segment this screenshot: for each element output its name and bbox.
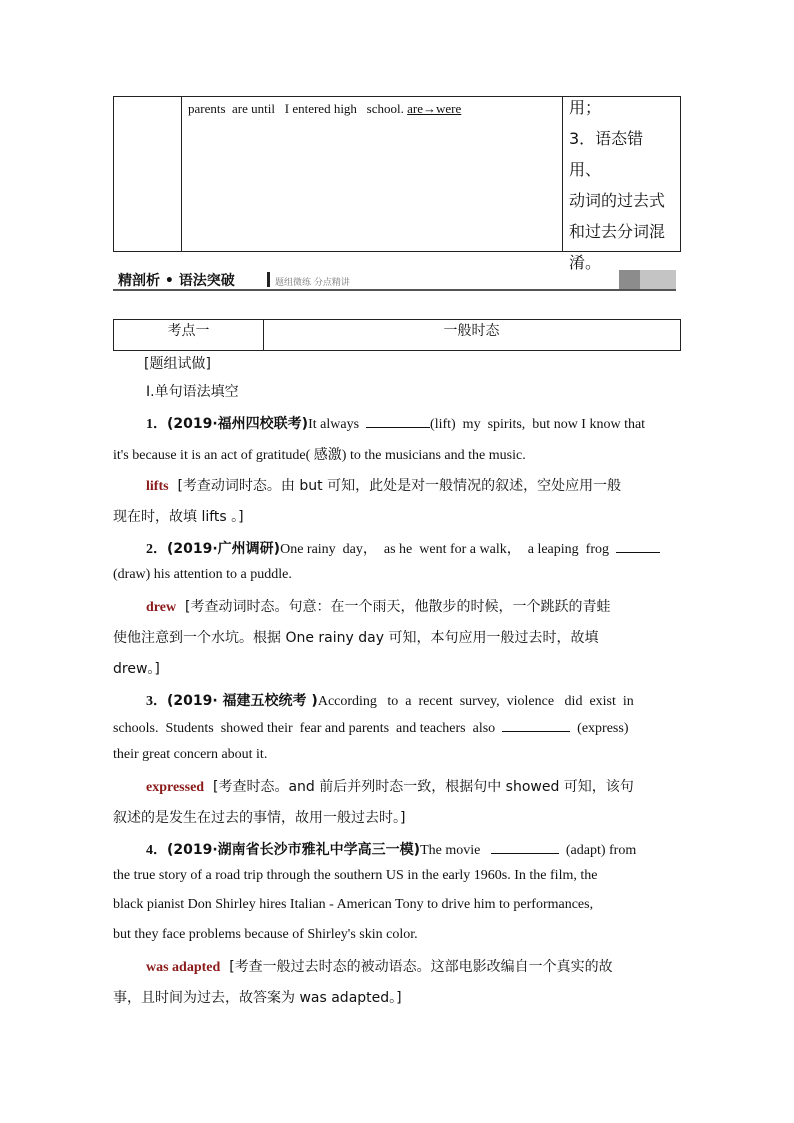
- table-cell-empty: [114, 97, 182, 251]
- answer-keyword: drew: [146, 600, 177, 615]
- question-4: [113, 839, 681, 859]
- question-text: The movie: [420, 843, 491, 858]
- question-text: (adapt) from: [558, 843, 637, 858]
- question-number: 2．: [146, 542, 167, 557]
- answer-blank: [366, 415, 430, 428]
- section-header: [113, 268, 676, 292]
- question-text: According to a recent survey, violence did exist in: [317, 694, 634, 709]
- question-source: (2019· 福建五校统考 ): [167, 693, 318, 709]
- table-cell-example: [181, 97, 563, 251]
- question-text: schools. Students showed their fear and parents and teachers also: [113, 721, 503, 736]
- question-text-line: the true story of a road trip through the southern US in the early 1960s. In the film, the: [113, 868, 598, 883]
- answer-explanation-line: drew。]: [113, 661, 160, 677]
- table-cell-notes: [563, 92, 680, 272]
- answer-1: [113, 475, 681, 495]
- question-text-line: [113, 719, 681, 737]
- section-divider: [267, 272, 270, 287]
- question-text-line: it's because it is an act of gratitude( 感激) to the musicians and the music.: [113, 448, 526, 463]
- note-line: 淆。: [569, 253, 602, 272]
- question-number: 1．: [146, 417, 167, 432]
- note-line: 和过去分词混: [569, 222, 666, 241]
- question-text-line: black pianist Don Shirley hires Italian - American Tony to drive him to performances,: [113, 897, 594, 912]
- question-text: It always: [308, 417, 367, 432]
- answer-explanation-line: 叙述的是发生在过去的事情，故用一般过去时。]: [113, 810, 406, 826]
- answer-3: [113, 776, 681, 796]
- answer-keyword: expressed: [146, 780, 205, 795]
- answer-blank: [616, 540, 660, 553]
- section-title: 精剖析 • 语法突破: [118, 273, 235, 289]
- question-text-line: but they face problems because of Shirley's skin color.: [113, 927, 418, 942]
- question-text: One rainy day， as he went for a walk， a leaping frog: [280, 542, 616, 557]
- note-line: 3．语态错用、: [569, 129, 644, 179]
- answer-explanation: [考查动词时态。句意：在一个雨天，他散步的时候，一个跳跃的青蛙: [176, 599, 611, 615]
- answer-explanation: [考查动词时态。由 but 可知，此处是对一般情况的叙述，空处应用一般: [168, 478, 622, 494]
- question-source: (2019·湖南省长沙市雅礼中学高三一模): [167, 842, 421, 858]
- answer-keyword: was adapted: [146, 960, 221, 975]
- header-rule: [113, 289, 676, 291]
- topic-name: 一般时态: [443, 323, 500, 339]
- answer-keyword: lifts: [146, 479, 169, 494]
- question-1: [113, 413, 681, 433]
- answer-explanation-line: 使他注意到一个水坑。根据 One rainy day 可知，本句应用一般过去时，故填: [113, 630, 599, 646]
- example-correction: are→were: [407, 101, 462, 116]
- answer-explanation-line: 现在时，故填 lifts 。]: [113, 509, 244, 525]
- header-block-light: [640, 270, 676, 289]
- example-sentence: parents are until I entered high school.: [188, 101, 408, 116]
- question-source: (2019·广州调研): [167, 541, 281, 557]
- question-text-line: (draw) his attention to a puddle.: [113, 567, 292, 582]
- answer-explanation: [考查一般过去时态的被动语态。这部电影改编自一个真实的故: [220, 959, 613, 975]
- answer-2: [113, 596, 681, 616]
- section-subtitle: 题组微练 分点精讲: [275, 278, 350, 288]
- topic-table: [113, 319, 681, 351]
- note-line: 用；: [569, 98, 602, 117]
- question-source: (2019·福州四校联考): [167, 416, 309, 432]
- header-block-dark: [619, 270, 640, 289]
- question-number: 3．: [146, 694, 167, 709]
- group-try-label: [题组试做]: [144, 356, 211, 372]
- question-3: [113, 690, 681, 710]
- topic-label: 考点一: [114, 320, 264, 350]
- question-2: [113, 538, 681, 558]
- answer-4: [113, 956, 681, 976]
- answer-explanation: [考查时态。and 前后并列时态一致，根据句中 showed 可知，该句: [204, 779, 634, 795]
- answer-blank: [491, 841, 559, 854]
- answer-blank: [502, 719, 570, 732]
- answer-explanation-line: 事，且时间为过去，故答案为 was adapted。]: [113, 990, 402, 1006]
- part-heading: Ⅰ.单句语法填空: [146, 384, 239, 400]
- question-text-line: their great concern about it.: [113, 747, 268, 762]
- question-text: (lift) my spirits, but now I know that: [430, 417, 646, 432]
- continuation-table: [113, 96, 681, 272]
- question-number: 4．: [146, 843, 167, 858]
- note-line: 动词的过去式: [569, 191, 666, 210]
- question-text: (express): [570, 721, 629, 736]
